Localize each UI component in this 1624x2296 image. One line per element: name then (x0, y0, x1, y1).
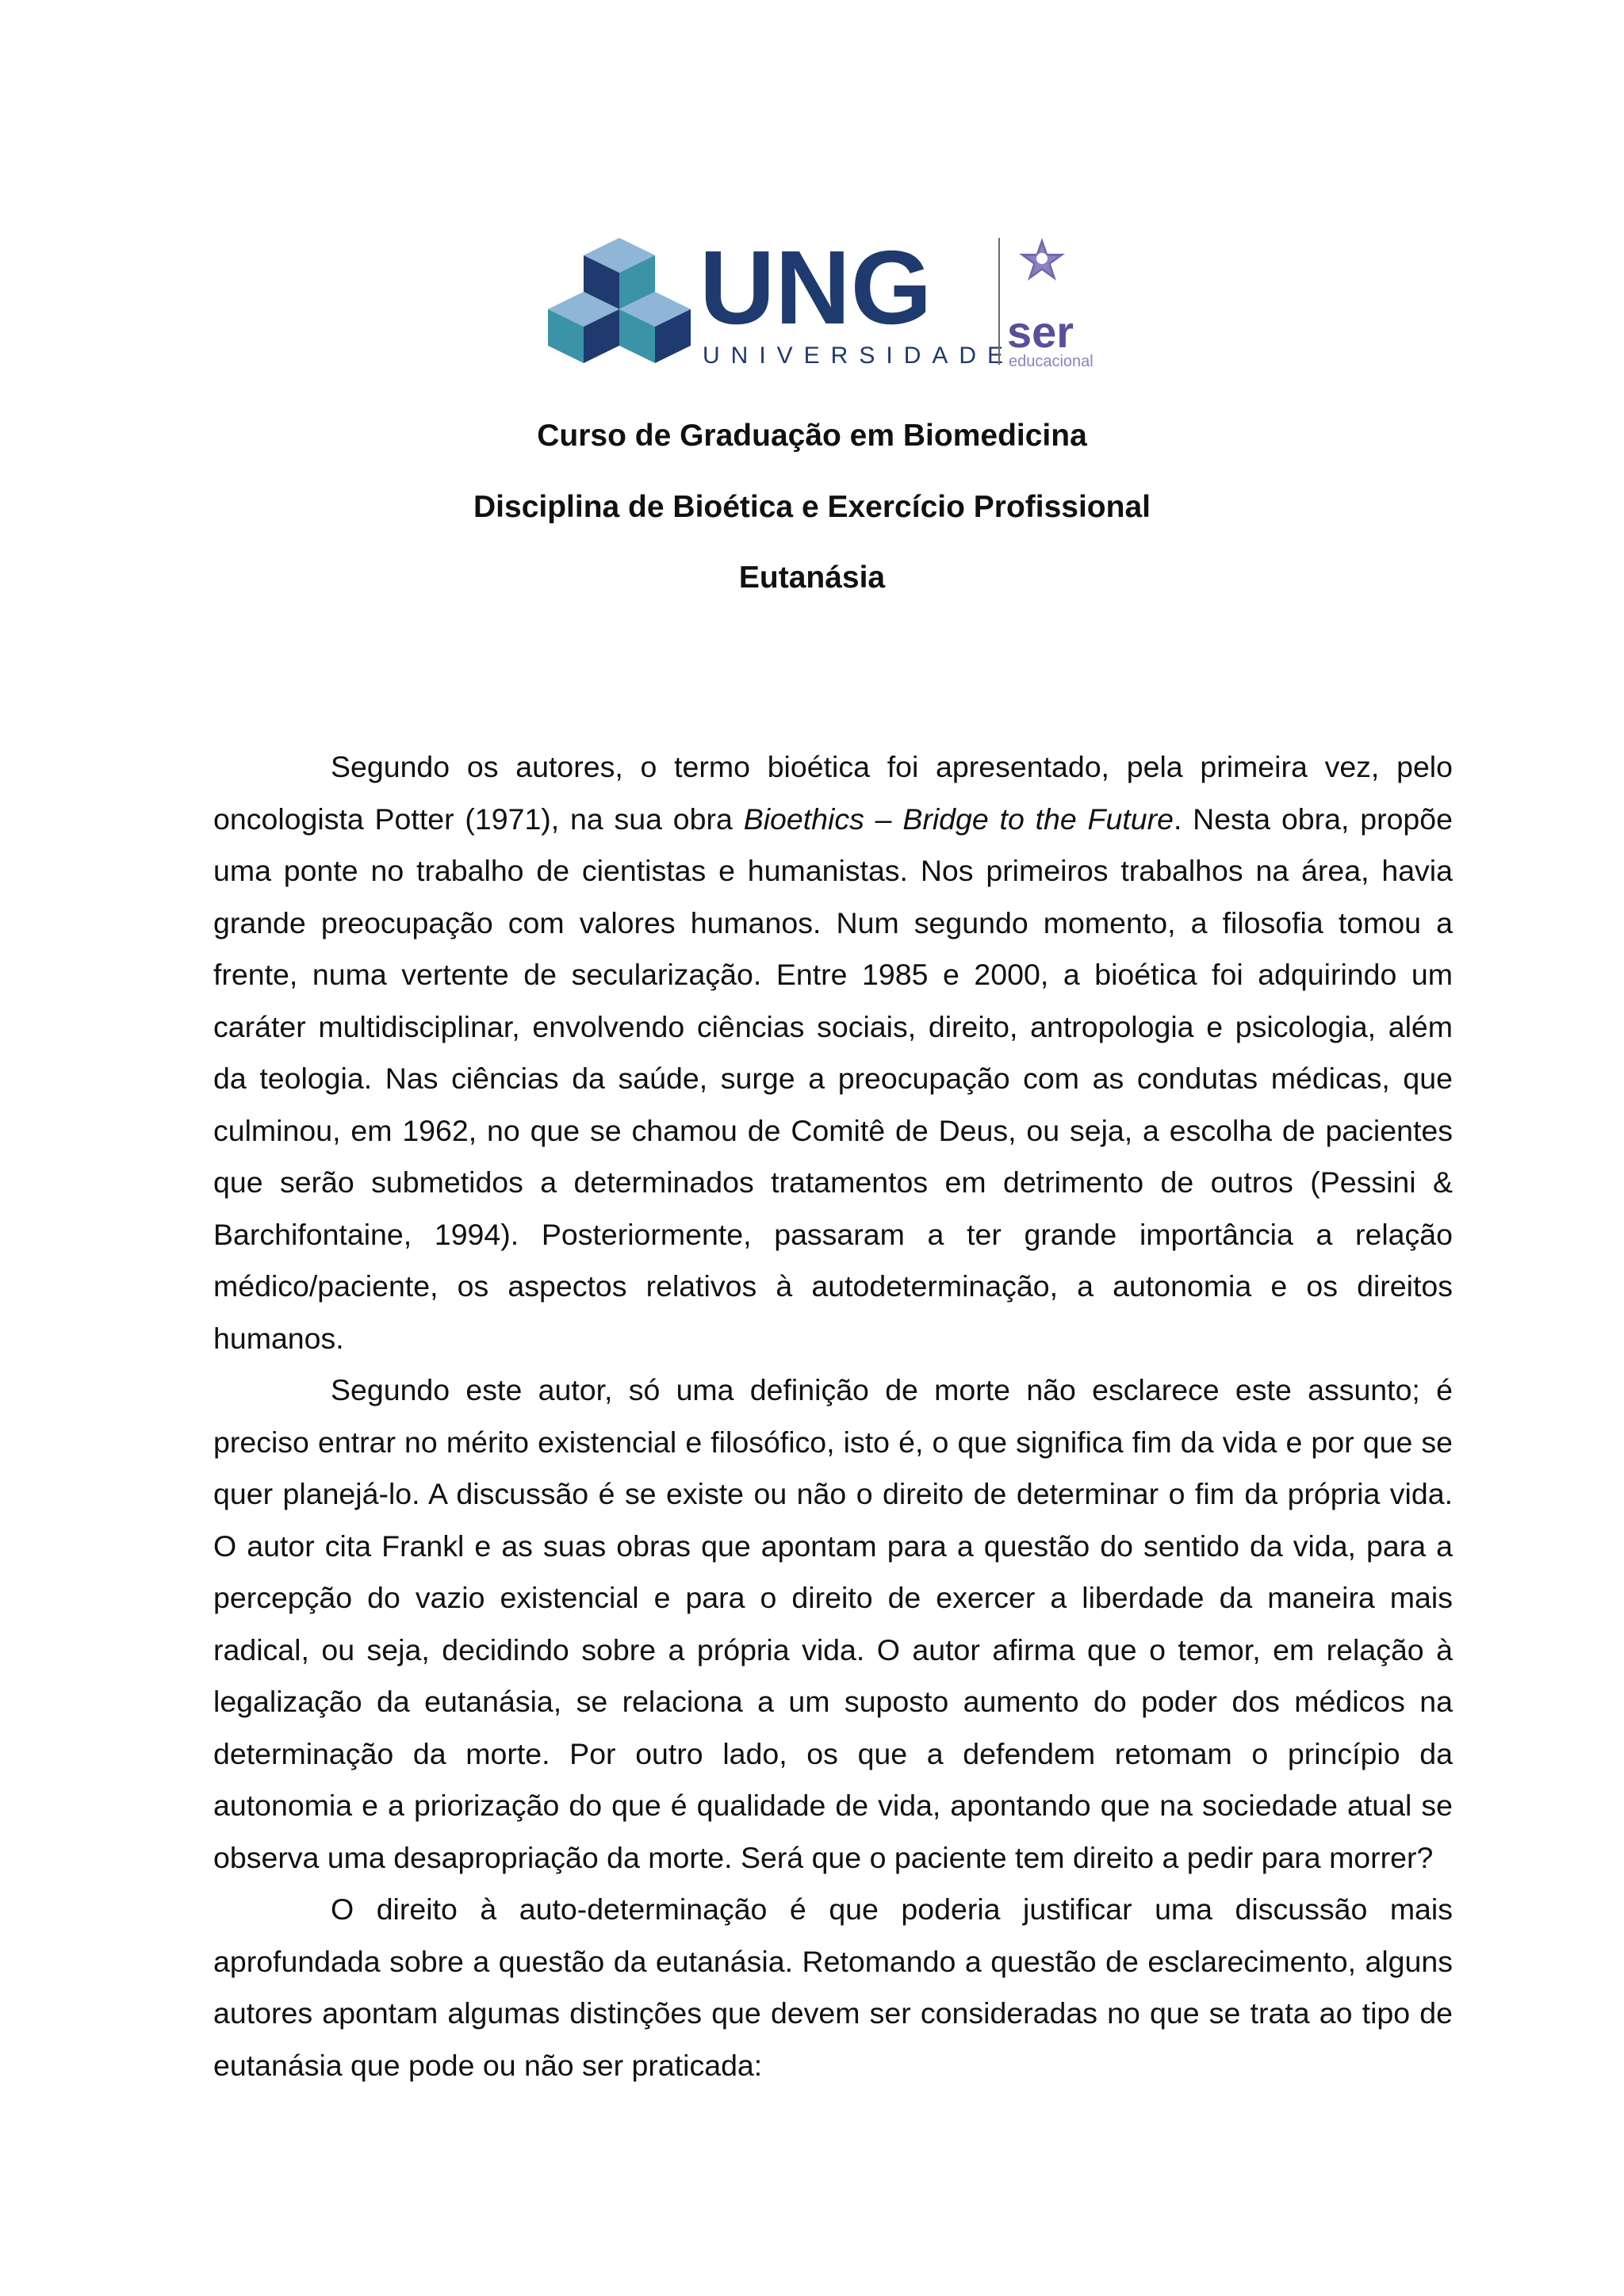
ung-logo-graphic (544, 229, 1094, 388)
topic-title: Eutanásia (738, 561, 886, 595)
svg-text:UNIVERSIDADE: UNIVERSIDADE (703, 342, 1015, 369)
paragraph-1-part-a: Segundo os autores, o termo bioética foi apresentado, pela primeira vez, pelo oncologista Potter (1971), na sua obra (213, 750, 1453, 836)
paragraph-1 (213, 741, 1453, 1364)
paragraph-2: Segundo este autor, só uma definição de morte não esclarece este assunto; é preciso entrar no mérito existencial e filosófico, isto é, o que significa fim da vida e por que se quer planejá-lo. A discussão é se existe ou não o direito de determinar o fim da própria vida. O autor cita Frankl e as suas obras que apontam para a questão do sentido da vida, para a percepção do vazio existencial e para o direito de exercer a liberdade da maneira mais radical, ou seja, decidindo sobre a própria vida. O autor afirma que o temor, em relação à legalização da eutanásia, se relaciona a um suposto aumento do poder dos médicos na determinação da morte. Por outro lado, os que a defendem retomam o princípio da autonomia e a priorização do que é qualidade de vida, apontando que na sociedade atual se observa uma desapropriação da morte. Será que o paciente tem direito a pedir para morrer? (213, 1373, 1453, 1874)
book-title: Bioethics – Bridge to the Future (743, 802, 1174, 836)
cubes-icon (548, 238, 691, 363)
course-title: Curso de Graduação em Biomedicina (537, 419, 1087, 453)
paragraph-3: O direito à auto-determinação é que poderia justificar uma discussão mais aprofundada sobre a questão da eutanásia. Retomando a questão de esclarecimento, alguns autores apontam algumas distinções que devem ser consideradas no que se trata ao tipo de eutanásia que pode ou não ser praticada: (213, 1892, 1453, 2082)
svg-text:UNG: UNG (699, 229, 933, 346)
paragraph-1-part-b: . Nesta obra, propõe uma ponte no trabalho de cientistas e humanistas. Nos primeiros trabalhos na área, havia grande preocupação com valores humanos. Num segundo momento, a filosofia tomou a frente, numa vertente de secularização. Entre 1985 e 2000, a bioética foi adquirindo um caráter multidisciplinar, envolvendo ciências sociais, direito, antropologia e psicologia, além da teologia. Nas ciências da saúde, surge a preocupação com as condutas médicas, que culminou, em 1962, no que se chamou de Comitê de Deus, ou seja, a escolha de pacientes que serão submetidos a determinados tratamentos em detrimento de outros (Pessini & Barchifontaine, 1994). Posteriormente, passaram a ter grande importância a relação médico/paciente, os aspectos relativos à autodeterminação, a autonomia e os direitos humanos. (213, 802, 1454, 1355)
ser-star-icon (1019, 238, 1065, 281)
svg-text:educacional: educacional (1009, 353, 1094, 370)
ung-ser-logo (544, 229, 1094, 388)
document-body (213, 741, 1453, 2091)
discipline-title: Disciplina de Bioética e Exercício Profissional (473, 490, 1151, 524)
svg-text:ser: ser (1007, 307, 1074, 357)
